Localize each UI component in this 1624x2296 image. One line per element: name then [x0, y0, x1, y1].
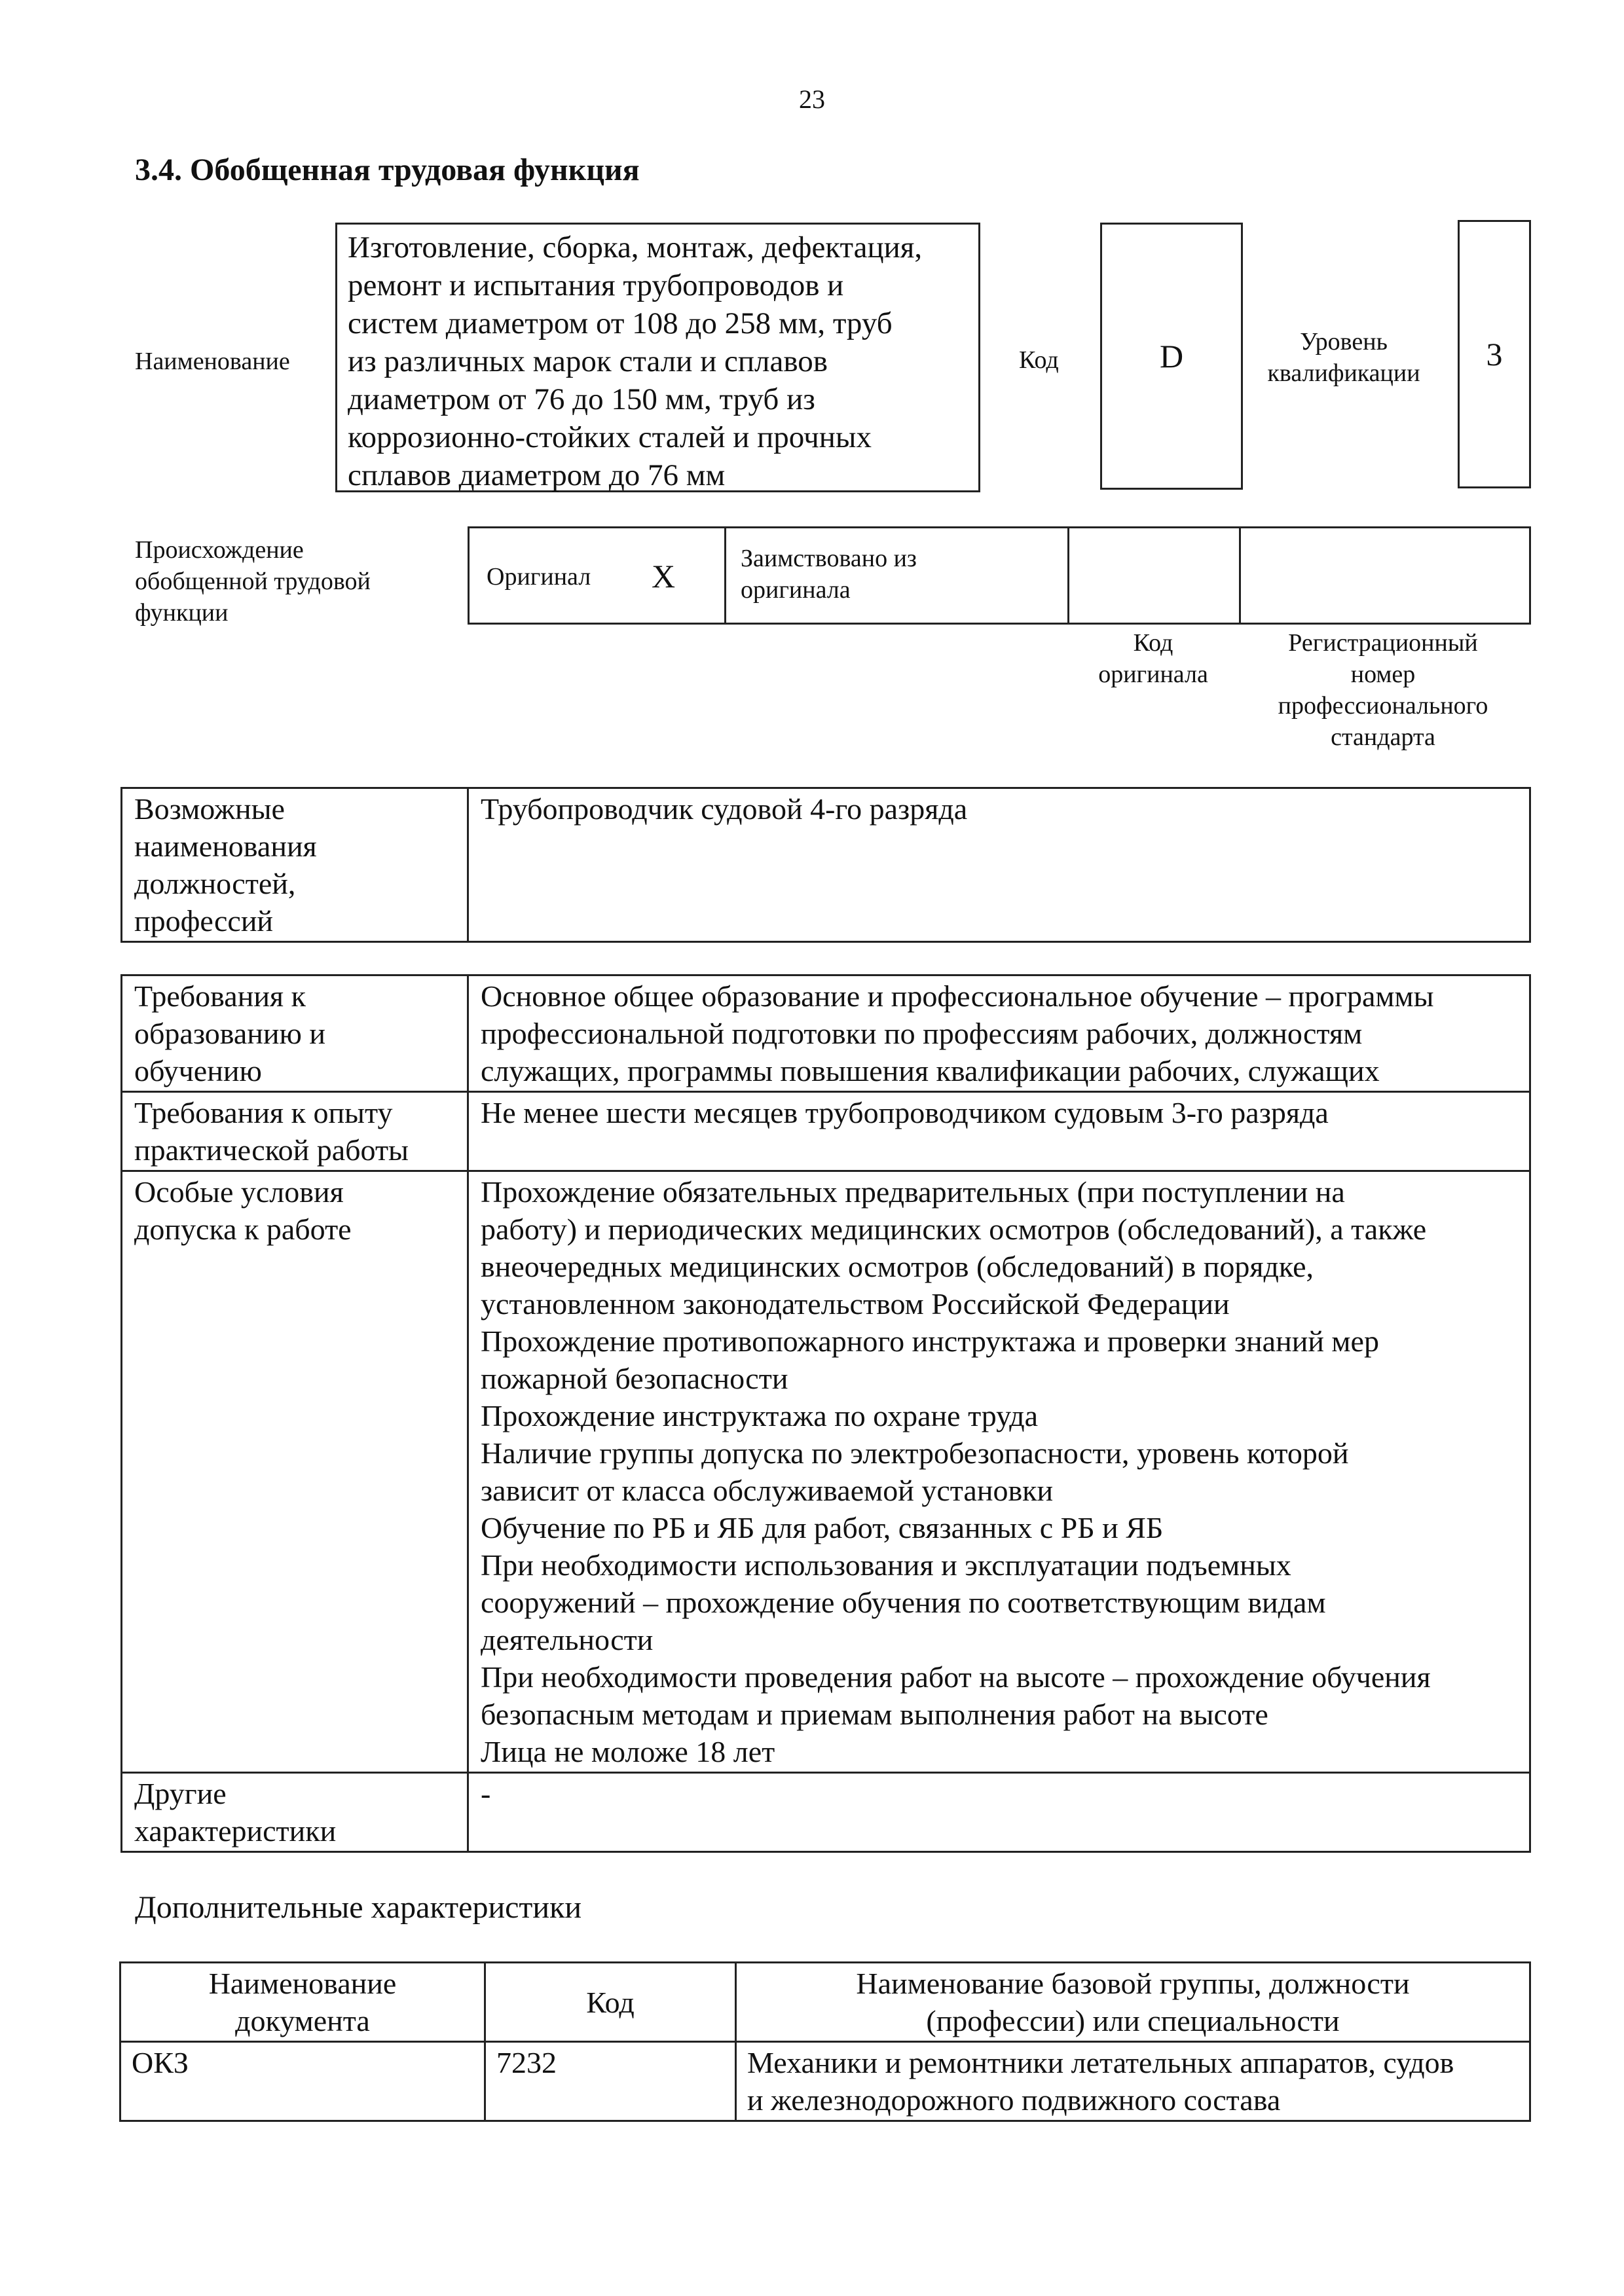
- table-row: [122, 1092, 1530, 1171]
- table-row: [122, 788, 1530, 942]
- table-row: [120, 2042, 1530, 2121]
- req-label: Особые условия допуска к работе: [122, 1171, 468, 1773]
- table-row: [122, 975, 1530, 1092]
- positions-table: [120, 787, 1531, 943]
- additional-title: Дополнительные характеристики: [135, 1890, 582, 1925]
- caption-original-code: Код оригинала: [1098, 629, 1208, 688]
- code-value: D: [1100, 223, 1243, 490]
- origin-code-cell: [1069, 528, 1241, 623]
- level-label: Уровень квалификации: [1267, 328, 1420, 387]
- req-value: Прохождение обязательных предварительных (при поступлении на работу) и периодических медицинских осмотров (обследований), а также внеочередных медицинских осмотров (обследований) в порядке, установленном законодательством Российской Федерации Прохождение противопожарного инструктажа и проверки знаний мер пожарной безопасности Прохождение инструктажа по охране труда Наличие группы допуска по электробезопасности, уровень которой зависит от класса обслуживаемой установки Обучение по РБ и ЯБ для работ, связанных с РБ и ЯБ При необходимости использования и эксплуатации подъемных сооружений – прохождение обучения по соответствующим видам деятельности При необходимости проведения работ на высоте – прохождение обучения безопасным методам и приемам выполнения работ на высоте Лица не моложе 18 лет: [468, 1171, 1530, 1773]
- caption-registration-number: Регистрационный номер профессионального стандарта: [1278, 629, 1488, 751]
- table-row: [122, 1171, 1530, 1773]
- requirements-table: [120, 974, 1531, 1853]
- positions-value: Трубопроводчик судовой 4-го разряда: [468, 788, 1530, 942]
- table-row: [122, 1773, 1530, 1852]
- original-mark: X: [652, 558, 676, 594]
- req-label: Требования к опыту практической работы: [122, 1092, 468, 1171]
- function-name-line: диаметром от 76 до 150 мм, труб из: [348, 382, 815, 416]
- name-label: Наименование: [135, 348, 290, 375]
- borrowed-label: Заимствовано из оригинала: [741, 545, 917, 604]
- additional-table: [119, 1961, 1531, 2122]
- table-header-row: [120, 1963, 1530, 2042]
- header-code: Код: [485, 1963, 736, 2042]
- function-name-line: ремонт и испытания трубопроводов и: [348, 268, 844, 302]
- origin-original-cell: [470, 528, 726, 623]
- function-name-line: Изготовление, сборка, монтаж, дефектация,: [348, 230, 923, 264]
- original-label: Оригинал: [487, 563, 591, 591]
- function-name-line: из различных марок стали и сплавов: [348, 344, 828, 378]
- cell-code: 7232: [485, 2042, 736, 2121]
- origin-borrowed-cell: [726, 528, 1069, 623]
- section-title: 3.4. Обобщенная трудовая функция: [135, 153, 640, 187]
- function-name-line: коррозионно-стойких сталей и прочных: [348, 420, 872, 454]
- function-name-box: [335, 223, 980, 492]
- cell-document: ОКЗ: [120, 2042, 485, 2121]
- req-value: -: [468, 1773, 1530, 1852]
- req-value: Не менее шести месяцев трубопроводчиком судовым 3-го разряда: [468, 1092, 1530, 1171]
- cell-base-group: Механики и ремонтники летательных аппаратов, судов и железнодорожного подвижного состава: [736, 2042, 1530, 2121]
- origin-reg-cell: [1241, 528, 1529, 623]
- origin-label: Происхождение обобщенной трудовой функции: [135, 536, 371, 627]
- function-name-line: систем диаметром от 108 до 258 мм, труб: [348, 306, 893, 340]
- header-document: Наименование документа: [120, 1963, 485, 2042]
- positions-label: Возможные наименования должностей, профессий: [122, 788, 468, 942]
- code-label: Код: [1019, 346, 1059, 374]
- req-label: Другие характеристики: [122, 1773, 468, 1852]
- req-label: Требования к образованию и обучению: [122, 975, 468, 1092]
- function-name-line: сплавов диаметром до 76 мм: [348, 458, 726, 492]
- req-value: Основное общее образование и профессиональное обучение – программы профессиональной подготовки по профессиям рабочих, должностям служащих, программы повышения квалификации рабочих, служащих: [468, 975, 1530, 1092]
- page-number: 23: [799, 84, 825, 114]
- level-value: 3: [1458, 220, 1531, 488]
- header-base-group: Наименование базовой группы, должности (профессии) или специальности: [736, 1963, 1530, 2042]
- origin-table: [468, 526, 1531, 625]
